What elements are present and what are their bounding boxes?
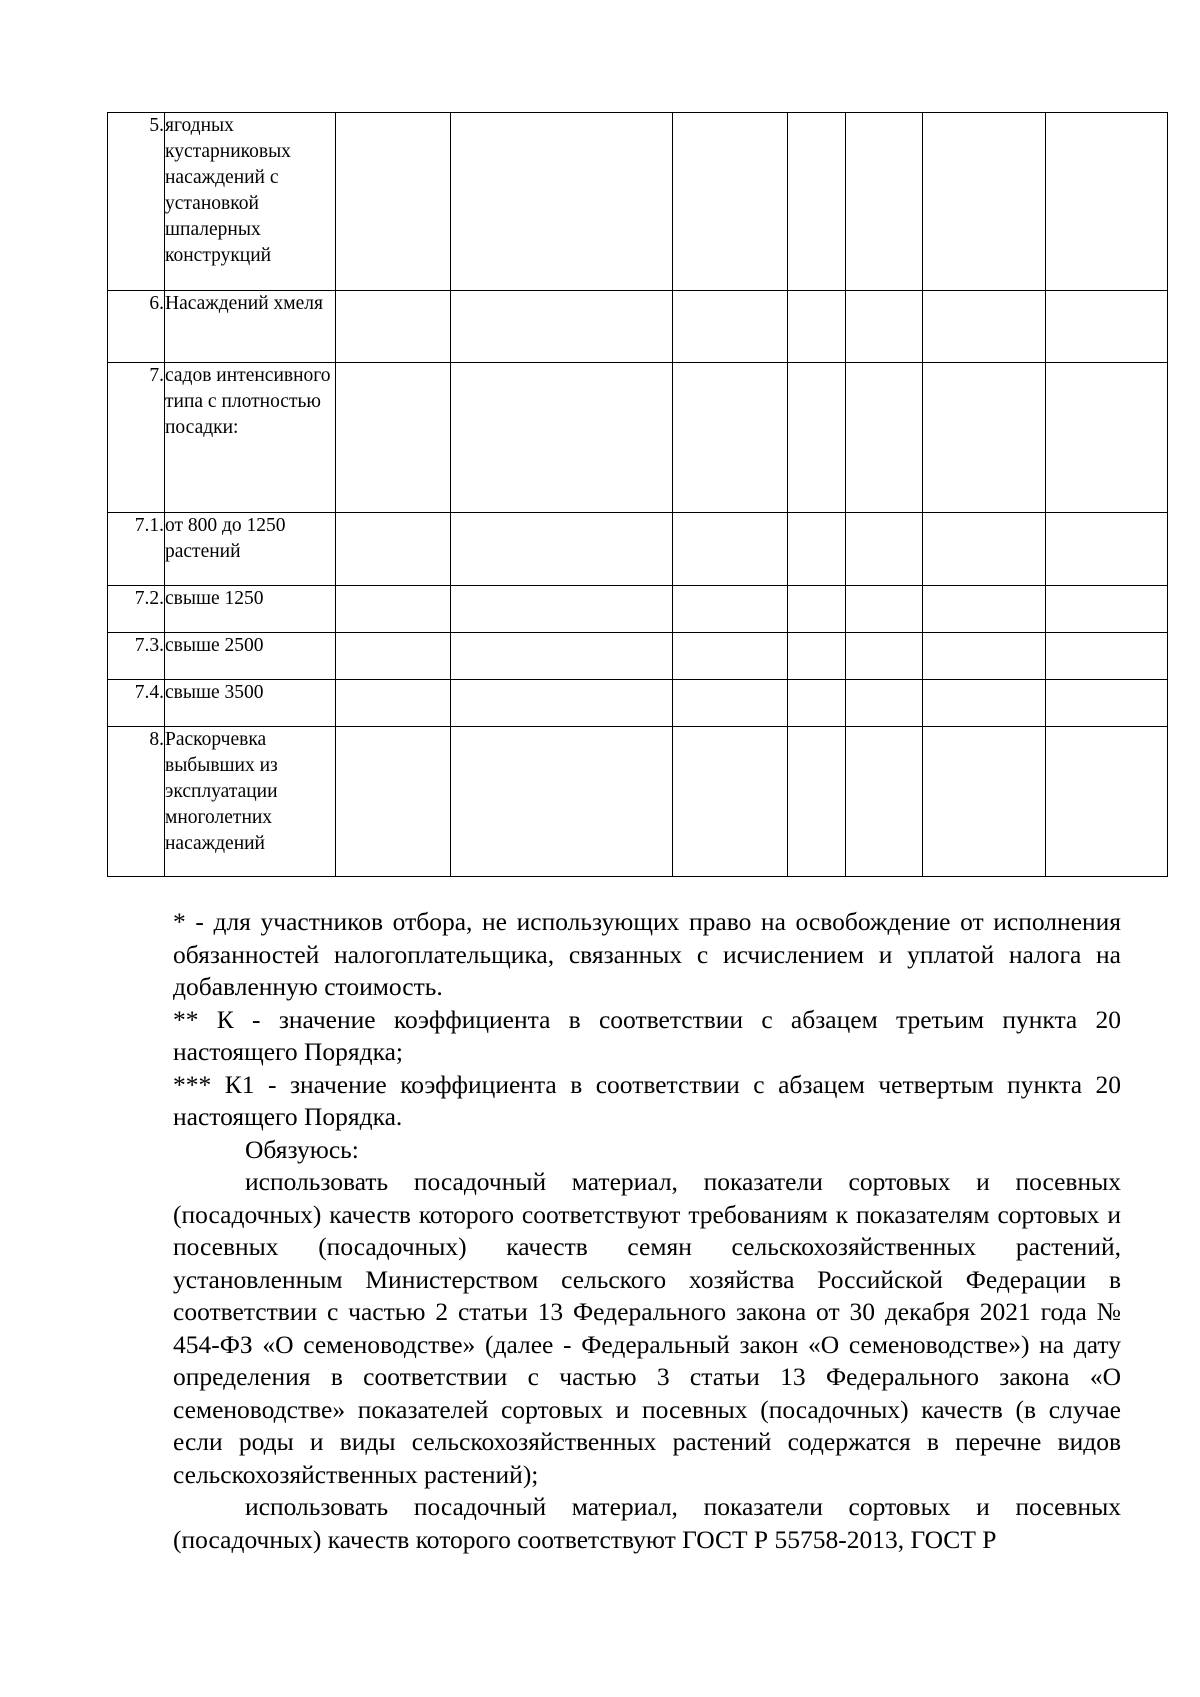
cell xyxy=(846,586,923,633)
cell xyxy=(336,680,451,727)
cell xyxy=(1046,633,1168,680)
cell xyxy=(336,633,451,680)
cell xyxy=(846,633,923,680)
cell xyxy=(1046,727,1168,877)
cell xyxy=(788,513,846,586)
cell xyxy=(846,513,923,586)
cell xyxy=(788,586,846,633)
row-number: 8. xyxy=(108,727,165,877)
cell xyxy=(1046,363,1168,513)
table-row xyxy=(108,586,1168,633)
cell xyxy=(673,727,788,877)
commitment-paragraph: использовать посадочный материал, показатели сортовых и посевных (посадочных) качеств которого соответствуют ГОСТ Р 55758-2013, ГОСТ Р xyxy=(173,1492,1121,1554)
cell xyxy=(788,680,846,727)
table-row xyxy=(108,680,1168,727)
row-name: свыше 1250 xyxy=(165,586,336,633)
cell xyxy=(923,727,1046,877)
cell xyxy=(336,291,451,363)
cell xyxy=(923,363,1046,513)
cell xyxy=(673,291,788,363)
row-name: садов интенсивного типа с плотностью посадки: xyxy=(165,363,336,513)
cell xyxy=(846,727,923,877)
table-row xyxy=(108,113,1168,291)
cell xyxy=(788,113,846,291)
table-row xyxy=(108,363,1168,513)
row-number: 6. xyxy=(108,291,165,363)
cell xyxy=(788,727,846,877)
row-number: 7. xyxy=(108,363,165,513)
cell xyxy=(673,633,788,680)
cell xyxy=(846,291,923,363)
cell xyxy=(673,586,788,633)
cell xyxy=(673,363,788,513)
row-number: 7.3. xyxy=(108,633,165,680)
row-name: свыше 2500 xyxy=(165,633,336,680)
cell xyxy=(336,113,451,291)
table-row xyxy=(108,513,1168,586)
cell xyxy=(336,586,451,633)
cell xyxy=(1046,586,1168,633)
cell xyxy=(788,633,846,680)
cell xyxy=(451,633,673,680)
cell xyxy=(846,680,923,727)
footnote-k1: *** К1 - значение коэффициента в соответствии с абзацем четвертым пункта 20 настоящего Порядка. xyxy=(173,1069,1121,1131)
cell xyxy=(1046,513,1168,586)
row-number: 7.1. xyxy=(108,513,165,586)
cell xyxy=(336,363,451,513)
cell xyxy=(1046,113,1168,291)
rates-table xyxy=(107,112,1168,877)
cell xyxy=(846,113,923,291)
cell xyxy=(451,113,673,291)
row-number: 7.2. xyxy=(108,586,165,633)
row-number: 5. xyxy=(108,113,165,291)
cell xyxy=(673,513,788,586)
cell xyxy=(451,291,673,363)
table-row xyxy=(108,291,1168,363)
cell xyxy=(923,291,1046,363)
cell xyxy=(923,633,1046,680)
cell xyxy=(451,680,673,727)
cell xyxy=(451,363,673,513)
footnote-vat: * - для участников отбора, не использующих право на освобождение от исполнения обязанностей налогоплательщика, связанных с исчислением и уплатой налога на добавленную стоимость. xyxy=(173,907,1121,1001)
commitment-heading: Обязуюсь: xyxy=(245,1134,359,1164)
cell xyxy=(923,113,1046,291)
table-row xyxy=(108,727,1168,877)
cell xyxy=(673,680,788,727)
row-name: ягодных кустарниковых насаждений с установкой шпалерных конструкций xyxy=(165,113,336,291)
commitment-paragraph: использовать посадочный материал, показатели сортовых и посевных (посадочных) качеств которого соответствуют требованиям к показателям сортовых и посевных (посадочных) качеств семян сельскохозяйственных растений, установленным Министерством сельского хозяйства Российской Федерации в соответствии с частью 2 статьи 13 Федерального закона от 30 декабря 2021 года № 454-ФЗ «О семеноводстве» (далее - Федеральный закон «О семеноводстве») на дату определения в соответствии с частью 3 статьи 13 Федерального закона «О семеноводстве» показателей сортовых и посевных (посадочных) качеств (в случае если роды и виды сельскохозяйственных растений содержатся в перечне видов сельскохозяйственных растений); xyxy=(173,1167,1121,1489)
cell xyxy=(846,363,923,513)
cell xyxy=(673,113,788,291)
cell xyxy=(923,513,1046,586)
cell xyxy=(336,727,451,877)
footnote-k: ** К - значение коэффициента в соответствии с абзацем третьим пункта 20 настоящего Порядка; xyxy=(173,1004,1121,1066)
row-name: Раскорчевка выбывших из эксплуатации многолетних насаждений xyxy=(165,727,336,877)
table-row xyxy=(108,633,1168,680)
notes-block xyxy=(173,906,1121,1556)
cell xyxy=(1046,680,1168,727)
cell xyxy=(788,363,846,513)
row-name: свыше 3500 xyxy=(165,680,336,727)
cell xyxy=(788,291,846,363)
cell xyxy=(1046,291,1168,363)
cell xyxy=(451,727,673,877)
cell xyxy=(451,586,673,633)
cell xyxy=(451,513,673,586)
row-number: 7.4. xyxy=(108,680,165,727)
row-name: от 800 до 1250 растений xyxy=(165,513,336,586)
row-name: Насаждений хмеля xyxy=(165,291,336,363)
cell xyxy=(923,586,1046,633)
cell xyxy=(336,513,451,586)
cell xyxy=(923,680,1046,727)
